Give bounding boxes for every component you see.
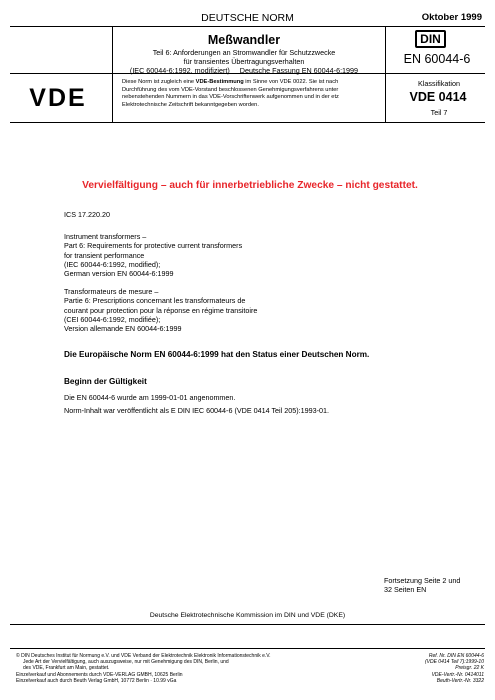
english-title-line: Part 6: Requirements for protective current transformers	[64, 241, 243, 251]
english-title-line: German version EN 60044-6:1999	[64, 269, 174, 279]
validity-paragraph: Die EN 60044-6 wurde am 1999-01-01 angenommen.	[64, 393, 236, 402]
reference-line: (VDE 0414 Teil 7):1999-10	[424, 659, 484, 666]
copyright-line: Einzelverkauf und Abonnements durch VDE-VERLAG GMBH, 10625 Berlin	[16, 671, 183, 678]
reference-line: Preisgr. 22 K	[455, 665, 484, 672]
copyright-line: des VDE, Frankfurt am Main, gestattet.	[23, 665, 110, 672]
commission-rule	[10, 624, 485, 625]
classification-part: Teil 7	[430, 108, 448, 117]
french-title-line: Partie 6: Prescriptions concernant les transformateurs de	[64, 296, 246, 306]
vde-notice-pre: Diese Norm ist zugleich eine	[122, 79, 196, 85]
english-title-line: for transient performance	[64, 250, 145, 260]
subtitle-line: (IEC 60044-6:1992, modifiziert) Deutsche Fassung EN 60044-6:1999	[129, 66, 359, 75]
din-standard-number: EN 60044-6	[403, 52, 471, 66]
publication-date: Oktober 1999	[421, 12, 482, 23]
vde-rule-bottom	[10, 122, 485, 123]
validity-paragraph: Norm-Inhalt war veröffentlicht als E DIN IEC 60044-6 (VDE 0414 Teil 205):1993-01.	[64, 406, 330, 415]
commission-name: Deutsche Elektrotechnische Kommission im DIN und VDE (DKE)	[149, 612, 346, 619]
english-title-line: Instrument transformers –	[64, 232, 147, 241]
reference-numbers	[370, 653, 484, 684]
document-subtitle	[112, 48, 376, 75]
french-title-line: (CEI 60044-6:1992, modifiée);	[64, 314, 161, 324]
status-statement: Die Europäische Norm EN 60044-6:1999 hat den Status einer Deutschen Norm.	[64, 350, 370, 359]
norm-type-label: DEUTSCHE NORM	[201, 12, 294, 24]
din-logo: DIN	[415, 30, 446, 48]
french-title-line: courant pour protection pour la réponse en régime transitoire	[64, 305, 258, 315]
french-title-block	[64, 287, 364, 333]
classification-label: Klassifikation	[418, 79, 460, 88]
french-title-line: Transformateurs de mesure –	[64, 287, 159, 296]
vde-notice-bold: VDE-Bestimmung	[195, 79, 244, 85]
french-title-line: Version allemande EN 60044-6:1999	[64, 324, 182, 334]
reference-line: VDE-Vertr.-Nr. 0414011	[431, 671, 484, 678]
ics-code: ICS 17.220.20	[64, 210, 110, 219]
vde-notice	[122, 79, 372, 109]
copyright-footer	[16, 653, 366, 684]
continuation-note	[384, 576, 484, 595]
continuation-line: Fortsetzung Seite 2 und	[384, 576, 461, 585]
vde-logo	[18, 86, 98, 108]
subtitle-line: Teil 6: Anforderungen an Stromwandler für Schutzzwecke	[152, 48, 336, 57]
continuation-line: 32 Seiten EN	[384, 585, 427, 595]
english-title-block	[64, 232, 364, 278]
reproduction-warning: Vervielfältigung – auch für innerbetriebliche Zwecke – nicht gestattet.	[82, 180, 418, 191]
vde-logo-lettering: VDE	[29, 86, 87, 108]
copyright-line: © DIN Deutsches Institut für Normung e.V. und VDE Verband der Elektrotechnik Elektronik Informationstechnik e.V.	[16, 653, 271, 659]
vde-logo-graphic	[18, 86, 98, 108]
classification-value: VDE 0414	[409, 90, 467, 104]
header-rule-top	[10, 26, 485, 27]
document-title: Meßwandler	[207, 33, 281, 47]
vde-notice-post: im Sinne von VDE 0022. Sie ist nach Durchführung des vom VDE-Vorstand beschlossenen Genehmigungsverfahrens unter nebenstehenden Nummern in das VDE-Vorschriftenwerk aufgenommen und in der etz Elektrotechnische Zeitschrift bekanntgegeben worden.	[122, 79, 339, 108]
subtitle-line: für transientes Übertragungsverhalten	[183, 57, 305, 66]
english-title-line: (IEC 60044-6:1992, modified);	[64, 259, 161, 269]
footer-rule	[10, 648, 485, 649]
divider-right	[385, 26, 386, 122]
validity-heading: Beginn der Gültigkeit	[64, 377, 147, 386]
copyright-line: Jede Art der Vervielfältigung, auch auszugsweise, nur mit Genehmigung des DIN, Berlin, und	[23, 659, 229, 666]
reference-line: Ref. Nr. DIN EN 60044-6	[428, 653, 484, 659]
copyright-line: Einzelverkauf auch durch Beuth Verlag GmbH, 10772 Berlin · 10.99 vGa	[16, 677, 177, 684]
reference-line: Beuth-Vertr.-Nr. 3322	[436, 677, 484, 684]
